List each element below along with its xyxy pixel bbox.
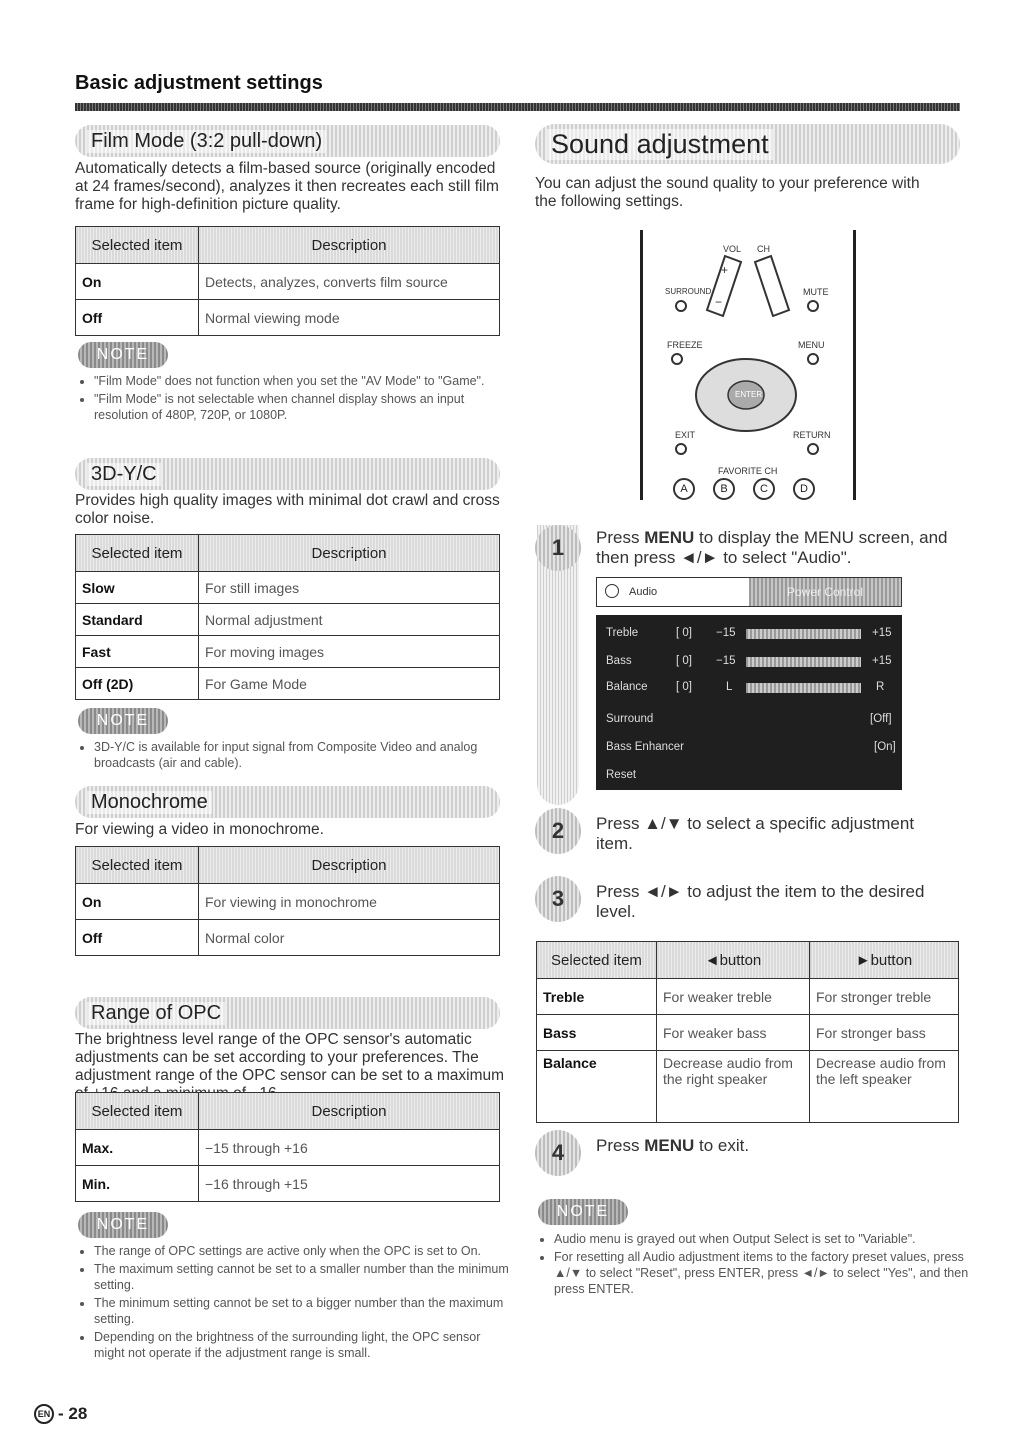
film-mode-title-banner	[75, 125, 500, 157]
step-2-text: Press ▲/▼ to select a specific adjustment item.	[596, 814, 915, 853]
remote-control-illustration	[640, 230, 856, 500]
table-cell: For moving images	[199, 636, 500, 668]
table-cell: Decrease audio from the left speaker	[810, 1051, 959, 1123]
step-1-text-pre: Press	[596, 528, 645, 547]
freeze-label: FREEZE	[667, 340, 703, 350]
table-cell: Normal adjustment	[199, 604, 500, 636]
monochrome-table	[75, 846, 500, 956]
3d-yc-table	[75, 534, 500, 700]
audio-menu-screen	[596, 577, 902, 790]
favorite-c-button-icon: C	[753, 478, 775, 500]
table-cell: Off (2D)	[76, 668, 199, 700]
table-row	[76, 884, 500, 920]
step-1-number: 1	[535, 525, 581, 571]
3d-yc-notes	[78, 739, 514, 773]
favorite-a-button-icon: A	[673, 478, 695, 500]
note-item: • Depending on the brightness of the surrounding light, the OPC sensor might not operate if the adjustment range is small.	[94, 1329, 514, 1361]
column-header: Selected item	[76, 535, 199, 572]
opc-title-banner	[75, 997, 500, 1029]
column-header: Selected item	[76, 847, 199, 884]
opc-table	[75, 1092, 500, 1202]
table-row	[76, 604, 500, 636]
table-cell: Min.	[76, 1166, 199, 1202]
bass-enhancer-label: Bass Enhancer	[606, 741, 684, 753]
svg-text:+: +	[721, 263, 729, 277]
film-mode-notes	[78, 373, 514, 425]
table-cell: For still images	[199, 572, 500, 604]
bass-slider	[746, 657, 861, 667]
return-button-icon	[807, 443, 819, 455]
audio-tab-icon	[605, 584, 619, 598]
ch-label: CH	[757, 244, 770, 254]
table-row	[76, 572, 500, 604]
table-cell: Treble	[537, 979, 657, 1015]
column-header: Selected item	[537, 942, 657, 979]
table-row	[537, 1015, 959, 1051]
table-cell: For viewing in monochrome	[199, 884, 500, 920]
table-row	[76, 264, 500, 300]
note-badge: NOTE	[78, 1212, 168, 1238]
column-header: Description	[199, 847, 500, 884]
balance-max: R	[876, 681, 885, 693]
note-item: • "Film Mode" is not selectable when channel display shows an input resolution of 480P, 720P, or 1080P.	[94, 391, 514, 423]
mute-label: MUTE	[803, 287, 829, 297]
note-badge: NOTE	[538, 1199, 628, 1225]
favorite-d-button-icon: D	[793, 478, 815, 500]
enter-label: ENTER	[735, 390, 763, 399]
monochrome-title-banner	[75, 786, 500, 818]
table-cell: For weaker bass	[657, 1015, 810, 1051]
table-cell: −16 through +15	[199, 1166, 500, 1202]
note-item: • "Film Mode" does not function when you set the "AV Mode" to "Game".	[94, 373, 514, 389]
3d-yc-title: 3D-Y/C	[87, 463, 161, 486]
table-header-row	[76, 847, 500, 884]
bass-min: −15	[716, 655, 736, 667]
surround-button-icon	[675, 300, 687, 312]
table-cell: Normal color	[199, 920, 500, 956]
reset-label: Reset	[606, 769, 637, 781]
treble-label: Treble	[606, 627, 639, 639]
column-header: ◄button	[657, 942, 810, 979]
film-mode-title: Film Mode (3:2 pull-down)	[87, 130, 326, 153]
balance-value: [ 0]	[676, 681, 692, 693]
language-badge: EN	[34, 1404, 54, 1424]
opc-title: Range of OPC	[87, 1002, 225, 1025]
3d-yc-title-banner	[75, 458, 500, 490]
page-heading: Basic adjustment settings	[75, 72, 323, 94]
table-cell: For stronger bass	[810, 1015, 959, 1051]
balance-label: Balance	[606, 681, 648, 693]
3d-yc-description: Provides high quality images with minimal dot crawl and cross color noise.	[75, 492, 500, 527]
surround-label: Surround	[606, 713, 654, 725]
note-item: • 3D-Y/C is available for input signal from Composite Video and analog broadcasts (air and cable).	[94, 739, 514, 771]
mute-button-icon	[807, 300, 819, 312]
favorite-b-button-icon: B	[713, 478, 735, 500]
note-item: • The minimum setting cannot be set to a bigger number than the maximum setting.	[94, 1295, 514, 1327]
table-row	[76, 668, 500, 700]
exit-label: EXIT	[675, 430, 696, 440]
sound-adjust-table	[536, 941, 959, 1123]
vol-ch-rocker-icon	[703, 254, 793, 324]
step-4-text-pre: Press	[596, 1136, 645, 1155]
step-3-number: 3	[535, 876, 581, 922]
header-rule	[75, 103, 960, 111]
table-row	[76, 636, 500, 668]
svg-text:−: −	[715, 295, 723, 309]
screen-tab-bar	[596, 577, 902, 607]
note-item: • The range of OPC settings are active only when the OPC is set to On.	[94, 1243, 514, 1259]
page-number	[34, 1404, 87, 1424]
exit-button-icon	[675, 443, 687, 455]
bass-max: +15	[872, 655, 892, 667]
treble-value: [ 0]	[676, 627, 692, 639]
surround-label: SURROUND	[665, 287, 712, 296]
sound-notes	[538, 1231, 974, 1299]
treble-max: +15	[872, 627, 892, 639]
table-cell: Decrease audio from the right speaker	[657, 1051, 810, 1123]
vol-label: VOL	[723, 244, 742, 254]
table-cell: Standard	[76, 604, 199, 636]
table-row	[76, 920, 500, 956]
table-row	[76, 300, 500, 336]
table-cell: For Game Mode	[199, 668, 500, 700]
film-mode-table	[75, 226, 500, 336]
sound-title: Sound adjustment	[547, 129, 773, 160]
step-4-text	[596, 1136, 941, 1156]
table-cell: Normal viewing mode	[199, 300, 500, 336]
balance-min: L	[726, 681, 733, 693]
note-item: • For resetting all Audio adjustment items to the factory preset values, press ▲/▼ to select "Reset", press ENTER, press ◄/► to select "Yes", and then press ENTER.	[554, 1249, 974, 1297]
table-row	[76, 1166, 500, 1202]
table-header-row	[76, 227, 500, 264]
page-number-text: - 28	[58, 1404, 88, 1423]
note-badge: NOTE	[78, 708, 168, 734]
column-header: ►button	[810, 942, 959, 979]
monochrome-title: Monochrome	[87, 791, 212, 814]
note-item: • Audio menu is grayed out when Output Select is set to "Variable".	[554, 1231, 974, 1247]
treble-min: −15	[716, 627, 736, 639]
favorite-ch-label: FAVORITE CH	[718, 466, 778, 476]
column-header: Selected item	[76, 227, 199, 264]
table-cell: Slow	[76, 572, 199, 604]
step-4-number: 4	[535, 1130, 581, 1176]
table-header-row	[76, 535, 500, 572]
step-3-text: Press ◄/► to adjust the item to the desired level.	[596, 882, 925, 921]
table-cell: Balance	[537, 1051, 657, 1123]
note-badge: NOTE	[78, 342, 168, 368]
screen-body	[596, 615, 902, 790]
table-cell: On	[76, 264, 199, 300]
step-4-text-post: to exit.	[694, 1136, 750, 1155]
column-header: Description	[199, 535, 500, 572]
audio-tab: Audio	[629, 586, 658, 598]
sound-description: You can adjust the sound quality to your preference with the following settings.	[535, 175, 920, 210]
monochrome-description: For viewing a video in monochrome.	[75, 821, 324, 838]
opc-description: The brightness level range of the OPC sensor's automatic adjustments can be set according to your preferences. The adjustment range of the OPC sensor can be set to a maximum	[75, 1031, 505, 1084]
table-cell: On	[76, 884, 199, 920]
table-cell: For stronger treble	[810, 979, 959, 1015]
table-cell: −15 through +16	[199, 1130, 500, 1166]
table-row	[76, 1130, 500, 1166]
table-cell: Off	[76, 920, 199, 956]
table-cell: Bass	[537, 1015, 657, 1051]
surround-value: [Off]	[870, 713, 892, 725]
power-control-tab: Power Control	[749, 578, 901, 606]
step-4-menu-key: MENU	[644, 1136, 695, 1155]
table-header-row	[76, 1093, 500, 1130]
column-header: Description	[199, 1093, 500, 1130]
step-1-text	[596, 528, 961, 568]
table-cell: Off	[76, 300, 199, 336]
freeze-button-icon	[671, 353, 683, 365]
menu-button-icon	[807, 353, 819, 365]
bass-value: [ 0]	[676, 655, 692, 667]
column-header: Selected item	[76, 1093, 199, 1130]
balance-slider	[746, 683, 861, 693]
menu-label: MENU	[798, 340, 825, 350]
film-mode-description: Automatically detects a film-based source (originally encoded at 24 frames/second), analyzes it then recreates each still film frame for high-definition picture quality.	[75, 160, 499, 213]
table-header-row	[537, 942, 959, 979]
bass-enhancer-value: [On]	[874, 741, 896, 753]
sound-title-banner	[535, 124, 960, 164]
opc-notes	[78, 1243, 514, 1363]
table-cell: Fast	[76, 636, 199, 668]
column-header: Description	[199, 227, 500, 264]
bass-label: Bass	[606, 655, 632, 667]
step-1-menu-key: MENU	[644, 528, 695, 547]
table-cell: For weaker treble	[657, 979, 810, 1015]
table-cell: Max.	[76, 1130, 199, 1166]
table-row	[537, 979, 959, 1015]
treble-slider	[746, 629, 861, 639]
note-item: • The maximum setting cannot be set to a smaller number than the minimum setting.	[94, 1261, 514, 1293]
table-cell: Detects, analyzes, converts film source	[199, 264, 500, 300]
return-label: RETURN	[793, 430, 831, 440]
step-2-number: 2	[535, 808, 581, 854]
table-row	[537, 1051, 959, 1123]
step-1-text-post: to display the MENU screen, and then press ◄/► to select "Audio".	[596, 528, 948, 567]
